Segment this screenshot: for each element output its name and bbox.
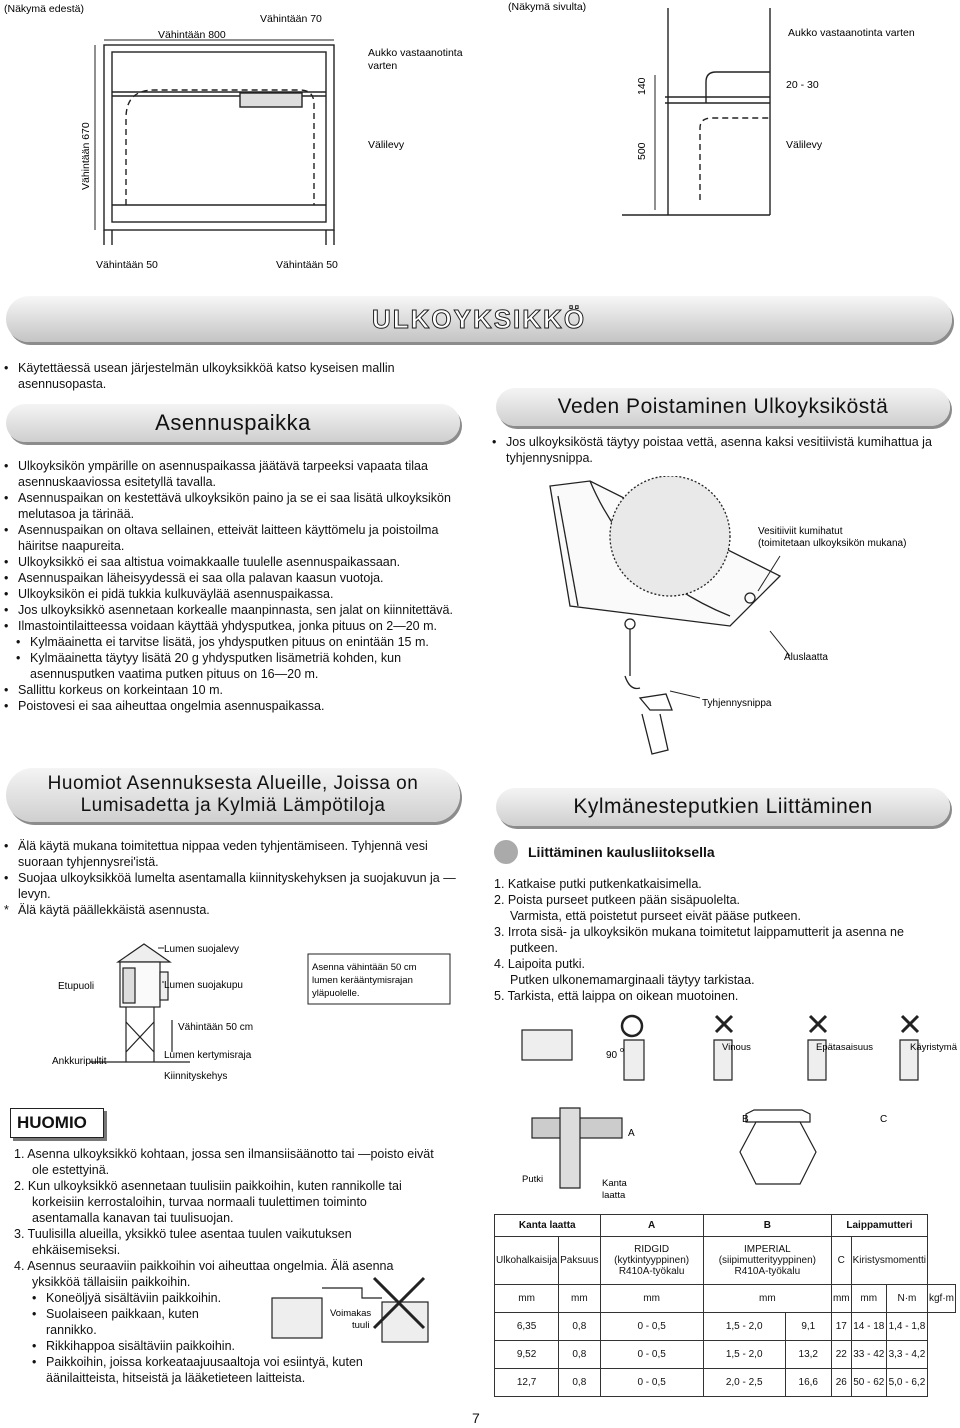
- unit-cell: kgf·m: [927, 1285, 955, 1313]
- base-label: Aluslaatta: [784, 652, 828, 663]
- kylmaine-steps: [494, 876, 954, 1004]
- kylmaine-title: Kylmänesteputkien Liittäminen: [573, 795, 873, 818]
- flare-table: [494, 1214, 956, 1397]
- snow-protection-diagram: [40, 932, 460, 1092]
- uneven-label: Epätasaisuus: [816, 1042, 874, 1053]
- cell: 26: [831, 1369, 851, 1397]
- main-title: ULKOYKSIKKÖ: [371, 303, 587, 334]
- col-subheader: Ulkohalkaisija: [495, 1237, 559, 1285]
- angle-label: 90: [606, 1050, 618, 1061]
- step: 4. Laipoita putki.: [494, 957, 586, 971]
- cell: 1,5 - 2,0: [703, 1313, 785, 1341]
- step: 2. Poista purseet putkeen pään sisäpuolelta.: [494, 893, 741, 907]
- wind-label-2: tuuli: [352, 1320, 370, 1331]
- opening-receiver-side-label: Aukko vastaanotinta varten: [788, 27, 915, 39]
- front-view-cabinet: [95, 40, 334, 245]
- asennuspaikka-banner: [6, 404, 460, 442]
- col-subheader: Kiristysmomentti: [851, 1237, 927, 1285]
- wind-diagram: [262, 1268, 452, 1358]
- veden-title: Veden Poistaminen Ulkoyksiköstä: [557, 395, 889, 418]
- main-title-banner: [6, 296, 952, 342]
- list-sub-item: • Kylmäainetta ei tarvitse lisätä, jos yhdysputken pituus on enintään 15 m.: [4, 634, 462, 650]
- cell: 17: [831, 1313, 851, 1341]
- unit-cell: mm: [703, 1285, 831, 1313]
- caps-label: Vesitiiviit kumihatut: [758, 526, 843, 537]
- col-header: Kanta laatta: [495, 1215, 601, 1237]
- list-item: • Jos ulkoyksikkö asennetaan korkealle maanpinnasta, sen jalat on kiinnitettävä.: [4, 602, 462, 618]
- huomio-sub-item: • Koneöljyä sisältäviin paikkoihin.: [32, 1290, 236, 1306]
- list-item: • Jos ulkoyksiköstä täytyy poistaa vettä, asenna kaksi vesitiivistä kumihattua ja tyhjennysnippa.: [492, 434, 954, 466]
- cell: 0 - 0,5: [600, 1313, 703, 1341]
- list-item-star: * Älä käytä päällekkäistä asennusta.: [4, 902, 466, 918]
- min-70-label: Vähintään 70: [260, 13, 322, 25]
- dim-140-label: 140: [636, 77, 648, 95]
- list-item: • Ulkoyksikön ympärille on asennuspaikassa jäätävä tarpeeksi vapaata tilaa asennuskaaviossa esitetyllä tavalla.: [4, 458, 462, 490]
- clearance-diagram: [0, 0, 960, 280]
- asennuspaikka-title: Asennuspaikka: [155, 410, 311, 435]
- cell: 6,35: [495, 1313, 559, 1341]
- nipple-label: Tyhjennysnippa: [702, 698, 772, 709]
- huomiot-title-line1: Huomiot Asennuksesta Alueille, Joissa on: [47, 773, 419, 794]
- shelf-side-label: Välilevy: [786, 139, 823, 151]
- table-row: [495, 1341, 956, 1369]
- side-view-label: (Näkymä sivulta): [508, 1, 587, 13]
- degree-symbol: o: [620, 1047, 624, 1054]
- list-item: • Sallittu korkeus on korkeintaan 10 m.: [4, 682, 462, 698]
- list-item: • Asennuspaikan läheisyydessä ei saa olla palavan kaasun vuotoja.: [4, 570, 462, 586]
- step: 5. Tarkista, että laippa on oikean muotoinen.: [494, 989, 739, 1003]
- list-item: • Asennuspaikan on oltava sellainen, etteivät laitteen käyttömelu ja poistoilma häiritse naapureita.: [4, 522, 462, 554]
- unit-cell: mm: [831, 1285, 851, 1313]
- pipe-label: Putki: [522, 1174, 544, 1185]
- snow-cover-label: Lumen suojakupu: [164, 980, 243, 991]
- intro-item: • Käytettäessä usean järjestelmän ulkoyksikköä katso kyseisen mallin asennusopasta.: [4, 360, 444, 392]
- min-50-right-label: Vähintään 50: [276, 259, 338, 271]
- step-note: Varmista, että poistetut purseet eivät pääse putkeen.: [510, 909, 801, 923]
- front-label: Etupuoli: [58, 981, 95, 992]
- min-50cm-label: Vähintään 50 cm: [178, 1022, 254, 1033]
- vinous-label: Vinous: [722, 1042, 751, 1053]
- dim-20-30-label: 20 - 30: [786, 79, 819, 91]
- cell: 16,6: [785, 1369, 831, 1397]
- base-label-2: laatta: [602, 1190, 626, 1201]
- cracks-label: Käyristymä: [910, 1042, 957, 1053]
- mount-frame-label: Kiinnityskehys: [164, 1071, 228, 1082]
- huomio-item: 1. Asenna ulkoyksikkö kohtaan, jossa sen ilmansiisäänotto tai —poisto eivät ole estettyinä.: [14, 1147, 434, 1177]
- unit-cell: mm: [559, 1285, 600, 1313]
- ng-icon: [716, 1016, 732, 1032]
- table-subheader-row: [495, 1237, 956, 1285]
- kylmaine-banner: [496, 788, 950, 826]
- cell: 14 - 18: [851, 1313, 886, 1341]
- ng-icon: [902, 1016, 918, 1032]
- list-item: • Ulkoyksikkö ei saa altistua voimakkaalle tuulelle asennuspaikassaan.: [4, 554, 462, 570]
- snow-plate-label: Lumen suojalevy: [164, 944, 240, 955]
- unit-cell: mm: [600, 1285, 703, 1313]
- svg-text:varten: varten: [368, 60, 398, 72]
- front-view-label: (Näkymä edestä): [4, 3, 84, 15]
- cell: 0 - 0,5: [600, 1341, 703, 1369]
- intro-list: [4, 360, 444, 392]
- cell: 5,0 - 6,2: [886, 1369, 927, 1397]
- table-units-row: [495, 1285, 956, 1313]
- cell: 0,8: [559, 1341, 600, 1369]
- huomio-sub-list: [14, 1290, 236, 1354]
- install-note-line2: lumen kerääntymisrajan: [312, 975, 413, 986]
- huomiot-title-line2: Lumisadetta ja Kylmiä Lämpötiloja: [80, 795, 386, 816]
- flare-shape-diagram: [492, 1010, 960, 1210]
- col-header: B: [703, 1215, 831, 1237]
- cell: 33 - 42: [851, 1341, 886, 1369]
- col-subheader: IMPERIAL (siipimutterityyppinen) R410A-työkalu: [703, 1237, 831, 1285]
- huomio-sub-item: • Paikkoihin, joissa korkeataajuusaaltoja voi esiintyä, kuten äänilaitteista, hitseistä ja lääketieteen laitteista.: [32, 1354, 434, 1386]
- cell: 0 - 0,5: [600, 1369, 703, 1397]
- min-800-label: Vähintään 800: [158, 29, 226, 41]
- huomiot-banner: [6, 768, 460, 822]
- list-item: • Älä käytä mukana toimitettua nippaa veden tyhjentämiseen. Tyhjennä vesi suoraan tyhjennysrei'istä.: [4, 838, 466, 870]
- cell: 1,4 - 1,8: [886, 1313, 927, 1341]
- col-subheader: C: [831, 1237, 851, 1285]
- col-header: A: [600, 1215, 703, 1237]
- list-item: • Poistovesi ei saa aiheuttaa ongelmia asennuspaikassa.: [4, 698, 462, 714]
- huomio-title: HUOMIO: [10, 1108, 104, 1138]
- step-note: Putken ulkonemamarginaali täytyy tarkistaa.: [510, 973, 755, 987]
- unit-cell: mm: [495, 1285, 559, 1313]
- table-row: [495, 1313, 956, 1341]
- col-subheader: RIDGID (kytkintyyppinen) R410A-työkalu: [600, 1237, 703, 1285]
- list-item: • Suojaa ulkoyksikköä lumelta asentamalla kiinnityskehyksen ja suojakuvun ja —levyn.: [4, 870, 466, 902]
- table-row: [495, 1369, 956, 1397]
- cell: 9,1: [785, 1313, 831, 1341]
- cell: 0,8: [559, 1369, 600, 1397]
- cell: 50 - 62: [851, 1369, 886, 1397]
- huomio-sub-item: • Suolaiseen paikkaan, kuten rannikko.: [32, 1306, 236, 1338]
- step: 1. Katkaise putki putkenkatkaisimella.: [494, 877, 702, 891]
- ng-icon: [810, 1016, 826, 1032]
- kylmaine-subtitle-row: [494, 838, 954, 866]
- kylmaine-subtitle: Liittäminen kaulusliitoksella: [528, 844, 715, 860]
- dim-500-label: 500: [636, 142, 648, 160]
- huomio-item: 4. Asennus seuraaviin paikkoihin voi aiheuttaa ongelmia. Älä asenna yksikköä tällaisiin paikkoihin.: [14, 1259, 394, 1289]
- bullet-circle: [494, 840, 518, 864]
- unit-cell: mm: [851, 1285, 886, 1313]
- side-view-cabinet: [622, 8, 770, 215]
- snow-accum-label: Lumen kertymisraja: [164, 1050, 252, 1061]
- min-50-left-label: Vähintään 50: [96, 259, 158, 271]
- list-item: • Asennuspaikan on kestettävä ulkoyksikön paino ja se ei saa lisätä ulkoyksikön melutasoa ja tärinää.: [4, 490, 462, 522]
- a-label: A: [628, 1128, 635, 1139]
- install-note-line3: yläpuolelle.: [312, 988, 360, 999]
- veden-list: [492, 434, 954, 466]
- ok-icon: [622, 1016, 642, 1036]
- shelf-label: Välilevy: [368, 139, 405, 151]
- b-label: B: [742, 1114, 749, 1125]
- cell: 13,2: [785, 1341, 831, 1369]
- veden-banner: [496, 388, 950, 426]
- cell: 0,8: [559, 1313, 600, 1341]
- install-note-line1: Asenna vähintään 50 cm: [312, 962, 417, 973]
- asennuspaikka-list: [4, 458, 462, 714]
- huomiot-list: [4, 838, 466, 918]
- base-label-1: Kanta: [602, 1178, 627, 1189]
- huomio-sub-item: • Rikkihappoa sisältäviin paikkoihin.: [32, 1338, 236, 1354]
- step: 3. Irrota sisä- ja ulkoyksikön mukana toimitetut laippamutterit ja asenna ne putkeen.: [494, 925, 904, 955]
- cell: 3,3 - 4,2: [886, 1341, 927, 1369]
- list-item: • Ulkoyksikön ei pidä tukkia kulkuväylää asennuspaikassa.: [4, 586, 462, 602]
- cell: 2,0 - 2,5: [703, 1369, 785, 1397]
- cell: 12,7: [495, 1369, 559, 1397]
- drain-diagram: [530, 476, 950, 766]
- table-header-row: [495, 1215, 956, 1237]
- huomio-item: 3. Tuulisilla alueilla, yksikkö tulee asentaa tuulen vaikutuksen ehkäisemiseksi.: [14, 1227, 352, 1257]
- huomio-sub-list-tail: [14, 1354, 434, 1386]
- unit-cell: N·m: [886, 1285, 927, 1313]
- huomio-item: 2. Kun ulkoyksikkö asennetaan tuulisiin paikkoihin, kuten rannikolle tai korkeisiin kerrostaloihin, turvaa normaali tuulettimen toiminto asentamalla kanavan tai tuulisuojan.: [14, 1179, 402, 1225]
- wind-label-1: Voimakas: [330, 1308, 372, 1319]
- list-item: • Ilmastointilaitteessa voidaan käyttää yhdysputkea, jonka pituus on 2—20 m.: [4, 618, 462, 634]
- col-subheader: Paksuus: [559, 1237, 600, 1285]
- cell: 1,5 - 2,0: [703, 1341, 785, 1369]
- min-670-label: Vähintään 670: [80, 122, 92, 190]
- opening-receiver-label: Aukko vastaanotinta: [368, 47, 463, 59]
- cell: 22: [831, 1341, 851, 1369]
- anchor-bolt-label: Ankkuripultit: [52, 1056, 107, 1067]
- page-number: 7: [472, 1410, 480, 1426]
- c-label: C: [880, 1114, 888, 1125]
- cell: 9,52: [495, 1341, 559, 1369]
- col-header: Laippamutteri: [831, 1215, 927, 1237]
- list-sub-item: • Kylmäainetta täytyy lisätä 20 g yhdysputken lisämetriä kohden, kun asennusputken vaatima putken pituus on 16—20 m.: [4, 650, 462, 682]
- flare-table-wrap: [494, 1214, 956, 1397]
- caps-sub-label: (toimitetaan ulkoyksikön mukana): [758, 538, 907, 549]
